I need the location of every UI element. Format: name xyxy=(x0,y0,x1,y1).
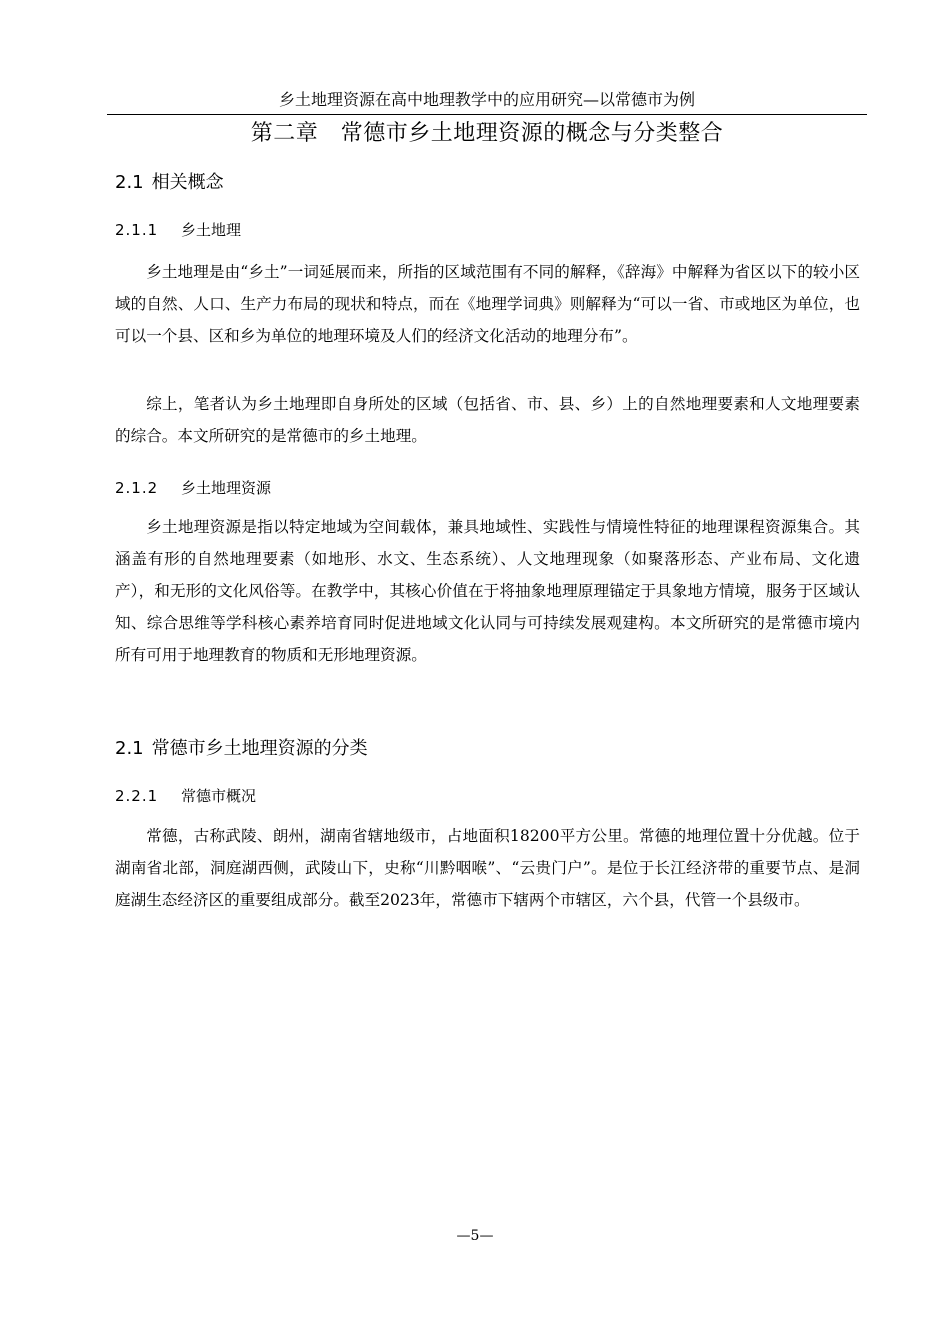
page-number: —5— xyxy=(456,1228,494,1244)
section-heading-2-2 xyxy=(115,736,368,762)
section-heading-2-1 xyxy=(115,170,224,196)
section-title: 常德市乡土地理资源的分类 xyxy=(151,738,368,759)
subsection-number: 2.2.1 xyxy=(115,787,159,805)
subsection-heading-2-1-1 xyxy=(115,219,241,241)
subsection-title: 乡土地理 xyxy=(181,221,242,239)
paragraph: 乡土地理资源是指以特定地域为空间载体，兼具地域性、实践性与情境性特征的地理课程资源集合。其涵盖有形的自然地理要素（如地形、水文、生态系统）、人文地理现象（如聚落形态、产业布局、文化遗产），和无形的文化风俗等。在教学中，其核心价值在于将抽象地理原理锚定于具象地方情境，服务于区域认知、综合思维等学科核心素养培育同时促进地域文化认同与可持续发展观建构。本文所研究的是常德市境内所有可用于地理教育的物质和无形地理资源。 xyxy=(115,518,860,664)
subsection-title: 乡土地理资源 xyxy=(181,479,272,497)
subsection-number: 2.1.1 xyxy=(115,221,159,239)
running-header: 乡土地理资源在高中地理教学中的应用研究—以常德市为例 xyxy=(107,89,867,115)
chapter-title: 第二章 常德市乡土地理资源的概念与分类整合 xyxy=(250,121,724,146)
subsection-heading-2-2-1 xyxy=(115,785,256,807)
subsection-heading-2-1-2 xyxy=(115,477,271,499)
paragraph: 综上，笔者认为乡土地理即自身所处的区域（包括省、市、县、乡）上的自然地理要素和人文地理要素的综合。本文所研究的是常德市的乡土地理。 xyxy=(115,395,860,445)
paragraph: 常德，古称武陵、朗州，湖南省辖地级市，占地面积18200平方公里。常德的地理位置十分优越。位于湖南省北部，洞庭湖西侧，武陵山下，史称“川黔咽喉”、“云贵门户”。是位于长江经济带的重要节点、是洞庭湖生态经济区的重要组成部分。截至2023年，常德市下辖两个市辖区，六个县，代管一个县级市。 xyxy=(115,827,860,909)
subsection-number: 2.1.2 xyxy=(115,479,159,497)
subsection-title: 常德市概况 xyxy=(181,787,257,805)
section-number: 2.1 xyxy=(115,172,144,193)
section-title: 相关概念 xyxy=(151,172,224,193)
section-number: 2.1 xyxy=(115,738,144,759)
paragraph: 乡土地理是由“乡土”一词延展而来，所指的区域范围有不同的解释，《辞海》中解释为省区以下的较小区域的自然、人口、生产力布局的现状和特点，而在《地理学词典》则解释为“可以一省、市或地区为单位，也可以一个县、区和乡为单位的地理环境及人们的经济文化活动的地理分布”。 xyxy=(115,263,860,345)
